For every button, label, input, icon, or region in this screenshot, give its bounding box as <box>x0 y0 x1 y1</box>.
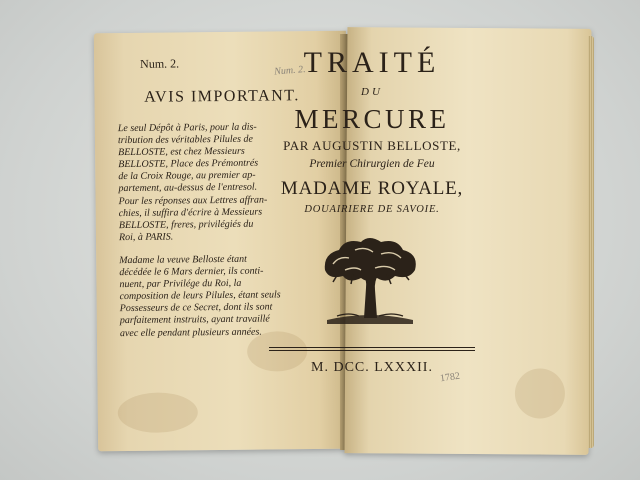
text-line: BELLOSTE, freres, privilégiés du <box>118 218 254 231</box>
divider-rule <box>269 347 475 348</box>
page-edges <box>588 36 594 448</box>
text-line: parfaitement instruits, ayant travaillé <box>119 313 270 327</box>
text-line: partement, au-dessus de l'entresol. <box>118 182 258 195</box>
text-line: chies, il suffira d'écrire à Messieurs <box>118 206 263 219</box>
text-line: tribution des véritables Pilules de <box>117 133 253 147</box>
title-traite: TRAITÉ <box>303 46 441 79</box>
text-line: Pour les réponses aux Lettres affran- <box>118 194 268 207</box>
text-line: composition de leurs Pilules, étant seuls <box>119 289 281 303</box>
author-line: PAR AUGUSTIN BELLOSTE, <box>283 138 461 153</box>
imprint-date: M. DCC. LXXXII. <box>311 360 433 375</box>
divider-rule-thin <box>269 350 475 351</box>
text-line: de la Croix Rouge, au premier ap- <box>118 170 256 183</box>
author-role: Premier Chirurgien de Feu <box>309 158 435 170</box>
page-number: Num. 2. <box>140 56 180 71</box>
patron-line: MADAME ROYALE, <box>280 178 464 199</box>
text-line: Possesseurs de ce Secret, dont ils sont <box>119 301 273 315</box>
notice-paragraph-2 <box>119 253 326 340</box>
title-mercure: MERCURE <box>294 104 450 134</box>
title-du: DU <box>361 86 383 98</box>
paper-stain <box>118 392 198 433</box>
text-line: avec elle pendant plusieurs années. <box>119 326 262 339</box>
text-line: BELLOSTE, Place des Prémontrés <box>118 157 259 171</box>
notice-heading: AVIS IMPORTANT. <box>144 87 300 106</box>
patron-title: DOUAIRIERE DE SAVOIE. <box>304 204 440 215</box>
text-line: BELLOSTE, est chez Messieurs <box>118 145 245 159</box>
paper-stain <box>515 368 565 418</box>
text-line: décédée le 6 Mars dernier, ils conti- <box>119 265 264 279</box>
text-line: Madame la veuve Belloste étant <box>119 253 247 267</box>
pencil-annotation: Num. 2. <box>273 64 307 78</box>
text-line: Le seul Dépôt à Paris, pour la dis- <box>117 121 257 135</box>
tree-ornament-icon <box>309 236 431 328</box>
text-line: Roi, à PARIS. <box>118 231 174 243</box>
text-line: nuent, par Privilége du Roi, la <box>119 277 242 291</box>
pencil-annotation-date: 1782 <box>439 370 461 385</box>
